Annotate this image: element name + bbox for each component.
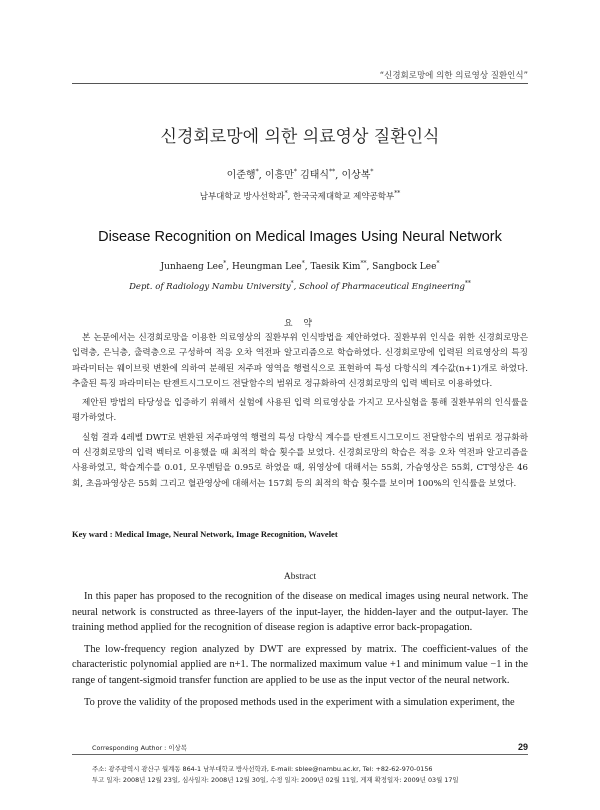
submission-dates: 투고 일자: 2008년 12월 23일, 심사일자: 2008년 12월 30일, 수정 일자: 2009년 02월 11일, 게재 확정일자: 2009년 03월 17일 bbox=[92, 776, 459, 784]
affiliation: 한국국제대학교 제약공학부 bbox=[292, 192, 395, 202]
english-title: Disease Recognition on Medical Images Using Neural Network bbox=[98, 229, 502, 245]
korean-authors: 이준행*, 이흥만* 김태식**, 이상복* bbox=[226, 168, 374, 181]
english-affiliations: Dept. of Radiology Nambu University*, School of Pharmaceutical Engineering** bbox=[129, 280, 471, 292]
running-header: “신경회로망에 의한 의료영상 질환인식” bbox=[379, 71, 528, 81]
author-name: 이상복 bbox=[341, 170, 371, 181]
author-mark: * bbox=[293, 168, 297, 176]
author-mark: * bbox=[370, 168, 374, 176]
author-name: Taesik Kim bbox=[310, 262, 361, 272]
korean-abstract-paragraph: 본 논문에서는 신경회로망을 이용한 의료영상의 질환부위 인식방법을 제안하였다. 질환부위 인식을 위한 신경회로망은 입력층, 은닉층, 출력층으로 구성하여 적응 오차 역전파 알고리즘으로 학습하였다. 신경회로망에 입력된 의료영상의 특징 파라미터는 웨이브릿 변환에 의하여 분해된 저주파 영역을 행렬식으로 표현하여 특성 다항식의 계수값(n+1)개로 하였다. 추출된 특징 파라미터는 탄젠트시그모이드 전달함수의 범위로 정규화하여 신경회로망의 입력 벡터로 이용하였다. bbox=[72, 333, 528, 389]
keywords: Key ward : Medical Image, Neural Network, Image Recognition, Wavelet bbox=[72, 529, 338, 539]
korean-title: 신경회로망에 의한 의료영상 질환인식 bbox=[160, 127, 440, 147]
footer-info bbox=[92, 764, 528, 786]
korean-abstract-paragraph: 실험 결과 4레벨 DWT로 변환된 저주파영역 행렬의 특성 다항식 계수를 탄젠트시그모이드 전달함수의 범위로 정규화하여 신경회로망의 입력 벡터로 이용했을 때 최적의 학습 횟수를 보였다. 신경회로망의 학습은 적응 오차 역전파 알고리즘을 사용하였고, 학습계수를 0.01, 모우멘텀을 0.95로 하였을 때, 위영상에 대해서는 55회, 가슴영상은 55회, CT영상은 46회, 초음파영상은 55회 그리고 혈관영상에 대해서는 157회 등의 최적의 학습 횟수를 보이며 100%의 인식률을 보였다. bbox=[72, 432, 528, 489]
footer-divider bbox=[72, 754, 528, 755]
korean-affiliations: 남부대학교 방사선학과*, 한국국제대학교 제약공학부** bbox=[199, 190, 401, 202]
author-mark: * bbox=[223, 260, 227, 267]
korean-abstract-paragraph: 제안된 방법의 타당성을 입증하기 위해서 실험에 사용된 입력 의료영상을 가지고 모사실험을 통해 질환부위의 인식률을 평가하였다. bbox=[72, 398, 528, 424]
affiliation: Dept. of Radiology Nambu University bbox=[129, 282, 291, 292]
english-abstract bbox=[72, 589, 528, 716]
author-mark: ** bbox=[329, 168, 336, 176]
affiliation-mark: ** bbox=[464, 280, 471, 288]
corresponding-author: Corresponding Author : 이상복 bbox=[92, 744, 187, 752]
author-mark: * bbox=[255, 168, 259, 176]
affiliation-mark: * bbox=[284, 190, 288, 198]
author-name: 이준행 bbox=[226, 170, 256, 181]
author-name: Junhaeng Lee bbox=[160, 262, 224, 272]
affiliation: 남부대학교 방사선학과 bbox=[199, 192, 285, 202]
korean-abstract bbox=[72, 331, 528, 496]
author-mark: * bbox=[301, 260, 305, 267]
abstract-paragraph: To prove the validity of the proposed methods used in the experiment with a simulation experiment, the bbox=[84, 696, 515, 708]
author-name: 김태식 bbox=[300, 170, 330, 181]
author-mark: * bbox=[436, 260, 440, 267]
abstract-paragraph: In this paper has proposed to the recognition of the disease on medical images using neural network. The neural network is constructed as three-layers of the input-layer, the hidden-layer and the output-layer. The training method applied for the recognition of disease region is adaptive error back-propagation. bbox=[72, 591, 528, 634]
affiliation: School of Pharmaceutical Engineering bbox=[299, 282, 465, 292]
footer bbox=[72, 743, 528, 784]
affiliation-mark: * bbox=[290, 280, 294, 288]
header-divider bbox=[72, 83, 528, 84]
author-name: Heungman Lee bbox=[232, 262, 302, 272]
author-address: 주소: 광주광역시 광산구 월계동 864-1 남부대학교 방사선학과, E-mail: sblee@nambu.ac.kr, Tel: +82-62-970-0156 bbox=[92, 765, 433, 773]
page-number: 29 bbox=[517, 742, 528, 752]
author-name: 이흥만 bbox=[264, 170, 294, 181]
abstract-paragraph: The low-frequency region analyzed by DWT are expressed by matrix. The coefficient-values of the characteristic polynomial applied are n+1. The normalized maximum value +1 and minimum value −1 in the range of tangent-sigmoid transfer function are applied to be use as the input vector of the neural network. bbox=[72, 643, 528, 686]
korean-abstract-heading: 요 약 bbox=[283, 319, 317, 329]
author-name: Sangbock Lee bbox=[372, 262, 437, 272]
affiliation-mark: ** bbox=[394, 190, 401, 198]
abstract-heading: Abstract bbox=[283, 572, 317, 582]
english-authors: Junhaeng Lee*, Heungman Lee*, Taesik Kim**, Sangbock Lee* bbox=[160, 260, 440, 272]
author-mark: ** bbox=[360, 260, 367, 267]
